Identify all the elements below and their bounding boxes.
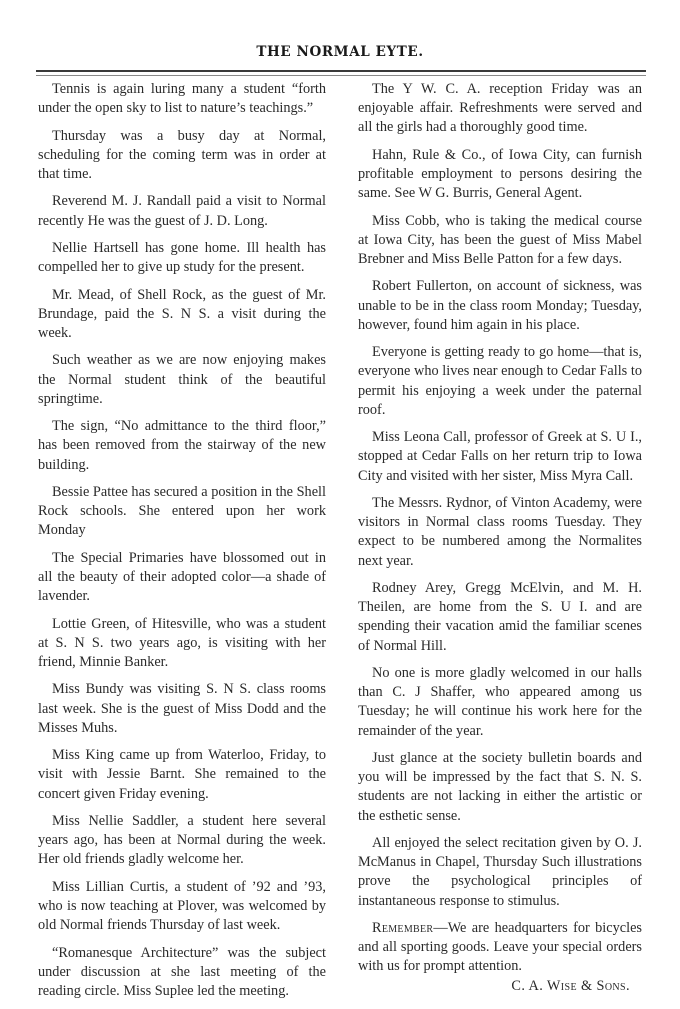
page-title: THE NORMAL EYTE. bbox=[256, 44, 424, 60]
news-item-saddler: Miss Nellie Saddler, a student here several years ago, has been at Normal during the week. Her old friends gladly welcome her. bbox=[38, 812, 326, 868]
news-item-fullerton: Robert Fullerton, on account of sickness, was unable to be in the class room Monday; Tuesday, however, found him again in his place. bbox=[358, 278, 642, 333]
news-item-miss-king: Miss King came up from Waterloo, Friday, to visit with Jessie Barnt. She remained to the concert given Friday evening. bbox=[38, 747, 326, 802]
left-column bbox=[38, 80, 326, 1009]
news-item-mcmanus: All enjoyed the select recitation given by O. J. McManus in Chapel, Thursday Such illustrations prove the psychological principles of instantaneous response to stimulus. bbox=[358, 834, 642, 909]
advertisement-signature: C. A. Wise & Sons. bbox=[511, 977, 630, 994]
news-item-lottie-green: Lottie Green, of Hitesville, who was a student at S. N S. two years ago, is visiting with her friend, Minnie Banker. bbox=[38, 615, 326, 670]
news-item-rydnor: The Messrs. Rydnor, of Vinton Academy, were visitors in Normal class rooms Tuesday. They expect to be numbered among the Normalites next year. bbox=[358, 494, 642, 569]
news-item-leona-call: Miss Leona Call, professor of Greek at S. U I., stopped at Cedar Falls on her return trip to Iowa City and visited with her sister, Miss Myra Call. bbox=[358, 429, 642, 484]
news-item-special-primaries: The Special Primaries have blossomed out in all the beauty of their adopted color—a shade of lavender. bbox=[38, 549, 326, 605]
news-item-mead: Mr. Mead, of Shell Rock, as the guest of Mr. Brundage, paid the S. N S. a visit during the week. bbox=[38, 286, 326, 341]
news-item-ywca: The Y W. C. A. reception Friday was an enjoyable affair. Refreshments were served and all the girls had a thoroughly good time. bbox=[358, 81, 642, 136]
article-columns bbox=[38, 80, 642, 1009]
news-item-sign-removed: The sign, “No admittance to the third floor,” has been removed from the stairway of the new building. bbox=[38, 418, 326, 473]
news-item-hahn-rule: Hahn, Rule & Co., of Iowa City, can furnish profitable employment to persons desiring the same. See W G. Burris, General Agent. bbox=[358, 146, 642, 202]
news-item-going-home: Everyone is getting ready to go home—that is, everyone who lives near enough to Cedar Falls to permit his enjoying a week under the paternal roof. bbox=[358, 344, 642, 418]
news-item-weather: Such weather as we are now enjoying makes the Normal student think of the beautiful springtime. bbox=[38, 352, 326, 407]
news-item-miss-bundy: Miss Bundy was visiting S. N S. class rooms last week. She is the guest of Miss Dodd and the Misses Muhs. bbox=[38, 681, 326, 736]
advertisement-body: —We are headquarters for bicycles and all sporting goods. Leave your special orders with us for prompt attention. bbox=[358, 919, 642, 975]
advertisement-lead: Remember bbox=[372, 919, 434, 936]
news-item-arey-mcelvin: Rodney Arey, Gregg McElvin, and M. H. Theilen, are home from the S. U I. and are spending their vacation amid the familiar scenes of Normal Hill. bbox=[358, 579, 642, 654]
news-item-hartsell: Nellie Hartsell has gone home. Ill health has compelled her to give up study for the present. bbox=[38, 239, 326, 276]
right-column bbox=[358, 80, 642, 1009]
news-item-curtis: Miss Lillian Curtis, a student of ’92 and ’93, who is now teaching at Plover, was welcomed by old Normal friends Thursday of last week. bbox=[38, 878, 326, 934]
header-double-rule bbox=[36, 70, 646, 76]
advertisement bbox=[358, 919, 642, 977]
news-item-bulletin-boards: Just glance at the society bulletin boards and you will be impressed by the fact that S. N. S. students are not lacking in either the artistic or the esthetic sense. bbox=[358, 749, 642, 824]
news-item-pattee: Bessie Pattee has secured a position in the Shell Rock schools. She entered upon her work Monday bbox=[38, 483, 326, 539]
news-item-randall-visit: Reverend M. J. Randall paid a visit to Normal recently He was the guest of J. D. Long. bbox=[38, 193, 326, 229]
news-item-shaffer: No one is more gladly welcomed in our halls than C. J Shaffer, who appeared among us Tuesday; he will continue his work here for the remainder of the year. bbox=[358, 664, 642, 739]
news-item-thursday-scheduling: Thursday was a busy day at Normal, scheduling for the coming term was in order at that time. bbox=[38, 127, 326, 182]
news-item-tennis: Tennis is again luring many a student “forth under the open sky to list to nature’s teachings.” bbox=[38, 81, 326, 117]
news-item-miss-cobb: Miss Cobb, who is taking the medical course at Iowa City, has been the guest of Miss Mabel Brebner and Miss Belle Patton for a few days. bbox=[358, 212, 642, 267]
news-item-romanesque: “Romanesque Architecture” was the subject under discussion at she last meeting of the reading circle. Miss Suplee led the meeting. bbox=[38, 944, 326, 999]
